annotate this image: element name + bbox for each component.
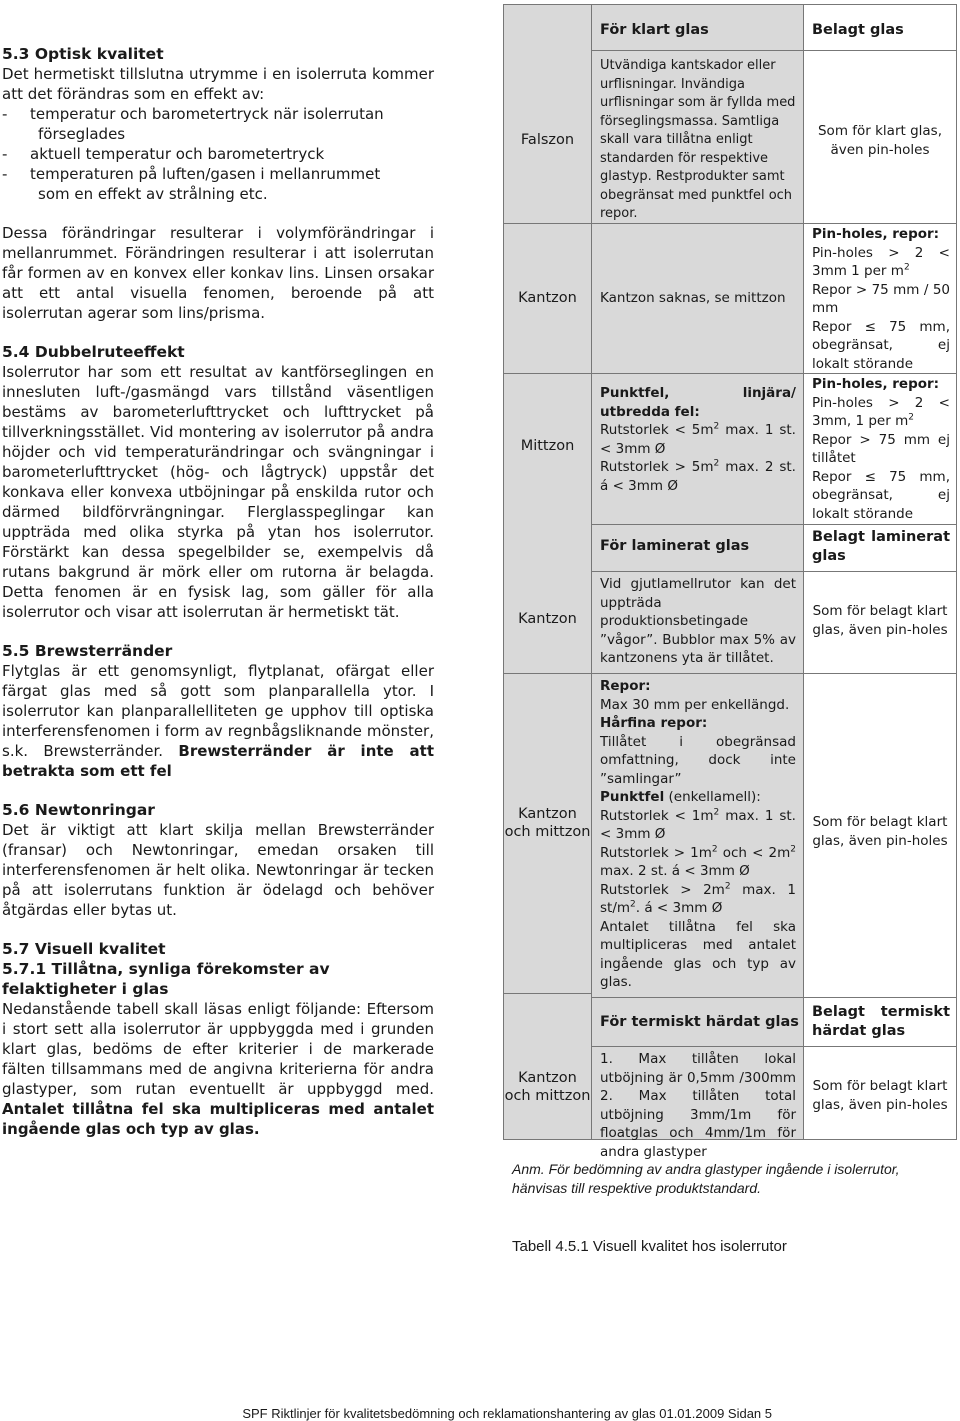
mittzon-coated-title: Pin-holes, repor: — [812, 376, 940, 392]
section-5-3-paragraph: Dessa förändringar resulterar i volymförändringar i mellanrummet. Förändringen resulterar i att isolerrutan får formen av en konvex eller konkav lins. Linsen orsakar att ett antal visuella fenomen, beroende på att isolerrutan agerar som lins/prisma. — [2, 224, 434, 322]
page-footer: SPF Riktlinjer för kvalitetsbedömning och reklamationshantering av glas 01.01.2009 Sidan 5 — [242, 1406, 772, 1421]
section-5-3-title: 5.3 Optisk kvalitet — [2, 45, 164, 63]
mittzon-coated-criteria — [812, 375, 950, 523]
superscript: 2 — [713, 421, 720, 432]
rutstorlek-line: max. 2 st. á < 3mm Ø — [600, 863, 750, 879]
bullet-dash: - — [2, 145, 8, 163]
mittzon-clear-criteria — [600, 384, 796, 495]
bullet-text: temperaturen på luften/gasen i mellanrummet — [30, 165, 381, 183]
section-5-6-title: 5.6 Newtonringar — [2, 801, 155, 819]
bullet-dash: - — [2, 105, 8, 123]
section-5-6-body: Det är viktigt att klart skilja mellan Brewsterränder (fransar) och Newtonringar, emedan orsaken till interferensfenomen är helt olika. Newtonringar är tecken på att isolerrutans funktion är ödelagd och behöver åtgärdas eller bytas ut. — [2, 821, 434, 919]
rutstorlek-line: max. 1 st. < 3mm Ø — [600, 807, 796, 842]
zone-mittzon: Mittzon — [520, 438, 575, 454]
list-item — [2, 144, 434, 164]
zone-kantzon-och-mittzon-thermal: Kantzon och mittzon — [504, 1070, 591, 1104]
zone-falszon: Falszon — [520, 132, 575, 148]
rutstorlek-line: max. 1 st/m — [600, 881, 796, 916]
mittzon-clear-title: Punktfel, linjära/ utbredda fel: — [600, 385, 796, 420]
punktfel-suffix: (enkellamell): — [664, 789, 761, 805]
laminated-kantzon-clear-criteria: Vid gjutlamellrutor kan det uppträda produktionsbetingade ”vågor”. Bubblor max 5% av kantzonens yta är tillåtet. — [600, 576, 796, 666]
section-5-5-body — [2, 661, 434, 781]
section-5-4-body: Isolerrutor har som ett resultat av kantförseglingen en innesluten luft-/gasmängd vars tillstånd väsentligen bestäms av barometerlufttrycket och lufttrycket på tillverkningsstället. Vid montering av isolerrutor på andra höjder och vid temperaturändringar och svängningar i barometerlufttrycket (hög- och lågtryck) uppstår det konkava eller konvexa utböjningar på enskilda rutor och därmed bildförvrängningar. Flerglasspeglingar kan uppträda med olika styrka på ytan hos isolerrutor. Förstärkt kan dessa spegelbilder se, exempelvis då rutans bakgrund är mörk eller om rutorna är belagda. Detta fenomen är en fysisk lag, som gäller för alla isolerrutor och visar att isolerrutan är hermetiskt tät. — [2, 363, 434, 621]
rutstorlek-line: . á < 3mm Ø — [635, 900, 723, 916]
superscript: 2 — [711, 844, 718, 854]
bullet-text: aktuell temperatur och barometertryck — [30, 145, 325, 163]
mittzon-coated-line: Pin-holes > 2 < 3mm, 1 per m — [812, 394, 950, 429]
bullet-text: temperatur och barometertryck när isolerrutan — [30, 105, 384, 123]
list-item — [2, 104, 434, 124]
mittzon-coated-line: Repor > 75 mm ej tillåtet — [812, 431, 950, 466]
superscript: 2 — [724, 881, 731, 891]
rutstorlek-line: och < 2m — [717, 844, 791, 861]
superscript: 2 — [713, 458, 720, 469]
section-5-7-bold: Antalet tillåtna fel ska multipliceras med antalet ingående glas och typ av glas. — [2, 1100, 434, 1138]
laminated-kantzon-coated-criteria: Som för belagt klart glas, även pin-holes — [812, 603, 948, 638]
header-laminated-coated: Belagt laminerat glas — [812, 529, 950, 564]
kantzon-coated-line: Repor > 75 mm / 50 mm — [812, 281, 950, 316]
zone-column-bg — [504, 5, 591, 1139]
superscript: 2 — [903, 262, 910, 273]
section-5-5-title: 5.5 Brewsterränder — [2, 642, 173, 660]
antalet-text: Antalet tillåtna fel ska multipliceras med antalet ingående glas och typ av glas. — [600, 918, 796, 990]
bullet-text-cont: förseglades — [38, 125, 126, 143]
section-5-7-text: Nedanstående tabell skall läsas enligt följande: Eftersom i stort sett alla isolerrutor är uppbyggda med i grunden klart glas, bedöms de efter kriterier i de markerade fälten tillsammans med de angivna kriterierna för andra glastyper, som rutan eventuellt är uppbyggd med. — [2, 1000, 434, 1098]
superscript: 2 — [713, 807, 720, 817]
bullet-dash: - — [2, 165, 8, 183]
rutstorlek-line: Rutstorlek > 1m — [600, 844, 712, 861]
superscript: 2 — [630, 899, 636, 910]
repor-text: Max 30 mm per enkellängd. — [600, 696, 790, 713]
list-item — [2, 164, 434, 184]
section-5-7-body — [2, 999, 434, 1139]
header-thermal-coated: Belagt termiskt härdat glas — [812, 1004, 950, 1039]
section-5-5-text: Flytglas är ett genomsynligt, flytplanat, ofärgat eller färgat glas med så gott som planparallella ytor. I isolerrutor kan planparallelliteten ge upphov till optiska interferensfenomen i form av regnbågsliknande mönster, s.k. Brewsterränder. — [2, 662, 434, 760]
kantzon-coated-line: Pin-holes > 2 < 3mm 1 per m — [812, 244, 950, 279]
rutstorlek-line: Rutstorlek > 2m — [600, 881, 725, 898]
falszon-coated-criteria: Som för klart glas, även pin-holes — [817, 123, 943, 158]
mittzon-clear-line: Rutstorlek > 5m — [600, 459, 714, 475]
superscript: 2 — [908, 412, 914, 423]
zone-kantzon-laminated: Kantzon — [518, 611, 577, 627]
zone-kantzon: Kantzon — [518, 290, 577, 306]
superscript: 2 — [790, 844, 796, 854]
header-laminated-clear: För laminerat glas — [600, 538, 750, 554]
laminated-km-coated-criteria: Som för belagt klart glas, även pin-holes — [812, 814, 948, 849]
table-caption: Tabell 4.5.1 Visuell kvalitet hos isolerrutor — [512, 1238, 787, 1255]
mittzon-clear-line: max. 2 st. á < 3mm Ø — [600, 459, 796, 494]
harfina-repor-text: Tillåtet i obegränsad omfattning, dock inte ”samlingar” — [600, 733, 796, 787]
laminated-km-clear-criteria — [600, 677, 796, 992]
kantzon-coated-title: Pin-holes, repor: — [812, 226, 940, 242]
section-5-7-title: 5.7 Visuell kvalitet — [2, 940, 166, 958]
mittzon-clear-line: Rutstorlek < 5m — [600, 422, 714, 438]
section-5-4-title: 5.4 Dubbelruteeffekt — [2, 343, 185, 361]
section-5-7-1-title: 5.7.1 Tillåtna, synliga förekomster av felaktigheter i glas — [2, 960, 330, 998]
header-coated-glass: Belagt glas — [812, 22, 904, 38]
bullet-text-cont: som en effekt av strålning etc. — [38, 185, 268, 203]
punktfel-title: Punktfel — [600, 789, 665, 805]
section-5-3-intro: Det hermetiskt tillslutna utrymme i en isolerruta kommer att det förändras som en effekt av: — [2, 65, 434, 103]
mittzon-coated-line: Repor ≤ 75 mm, obegränsat, ej lokalt störande — [812, 468, 950, 522]
section-5-5-bold: Brewsterränder är inte att betrakta som ett fel — [2, 742, 434, 780]
header-thermal-clear: För termiskt härdat glas — [600, 1014, 799, 1030]
kantzon-coated-line: Repor ≤ 75 mm, obegränsat, ej lokalt störande — [812, 318, 950, 372]
mittzon-clear-line: max. 1 st. < 3mm Ø — [600, 422, 796, 457]
zone-kantzon-och-mittzon: Kantzon och mittzon — [504, 806, 591, 840]
header-clear-glass: För klart glas — [600, 22, 709, 38]
falszon-clear-criteria: Utvändiga kantskador eller urflisningar. Invändiga urflisningar som är fyllda med förseglingsmassa. Samtliga skall vara tillåtna enligt standarden för respektive glastyp. Restprodukter samt obegränsat med punktfel och repor. — [600, 58, 796, 221]
repor-title: Repor: — [600, 678, 651, 694]
rutstorlek-line: Rutstorlek < 1m — [600, 807, 714, 824]
table-note: Anm. För bedömning av andra glastyper ingående i isolerrutor, hänvisas till respektive produktstandard. — [512, 1161, 900, 1196]
kantzon-clear-criteria: Kantzon saknas, se mittzon — [600, 290, 786, 306]
quality-table — [503, 4, 957, 1160]
left-column — [2, 44, 434, 1139]
thermal-coated-criteria: Som för belagt klart glas, även pin-holes — [812, 1078, 948, 1113]
kantzon-coated-criteria — [812, 225, 950, 373]
harfina-repor-title: Hårfina repor: — [600, 715, 708, 731]
thermal-clear-criteria: 1. Max tillåten lokal utböjning är 0,5mm /300mm 2. Max tillåten total utböjning 3mm/1m för floatglas och 4mm/1m för andra glastyper — [600, 1051, 796, 1160]
